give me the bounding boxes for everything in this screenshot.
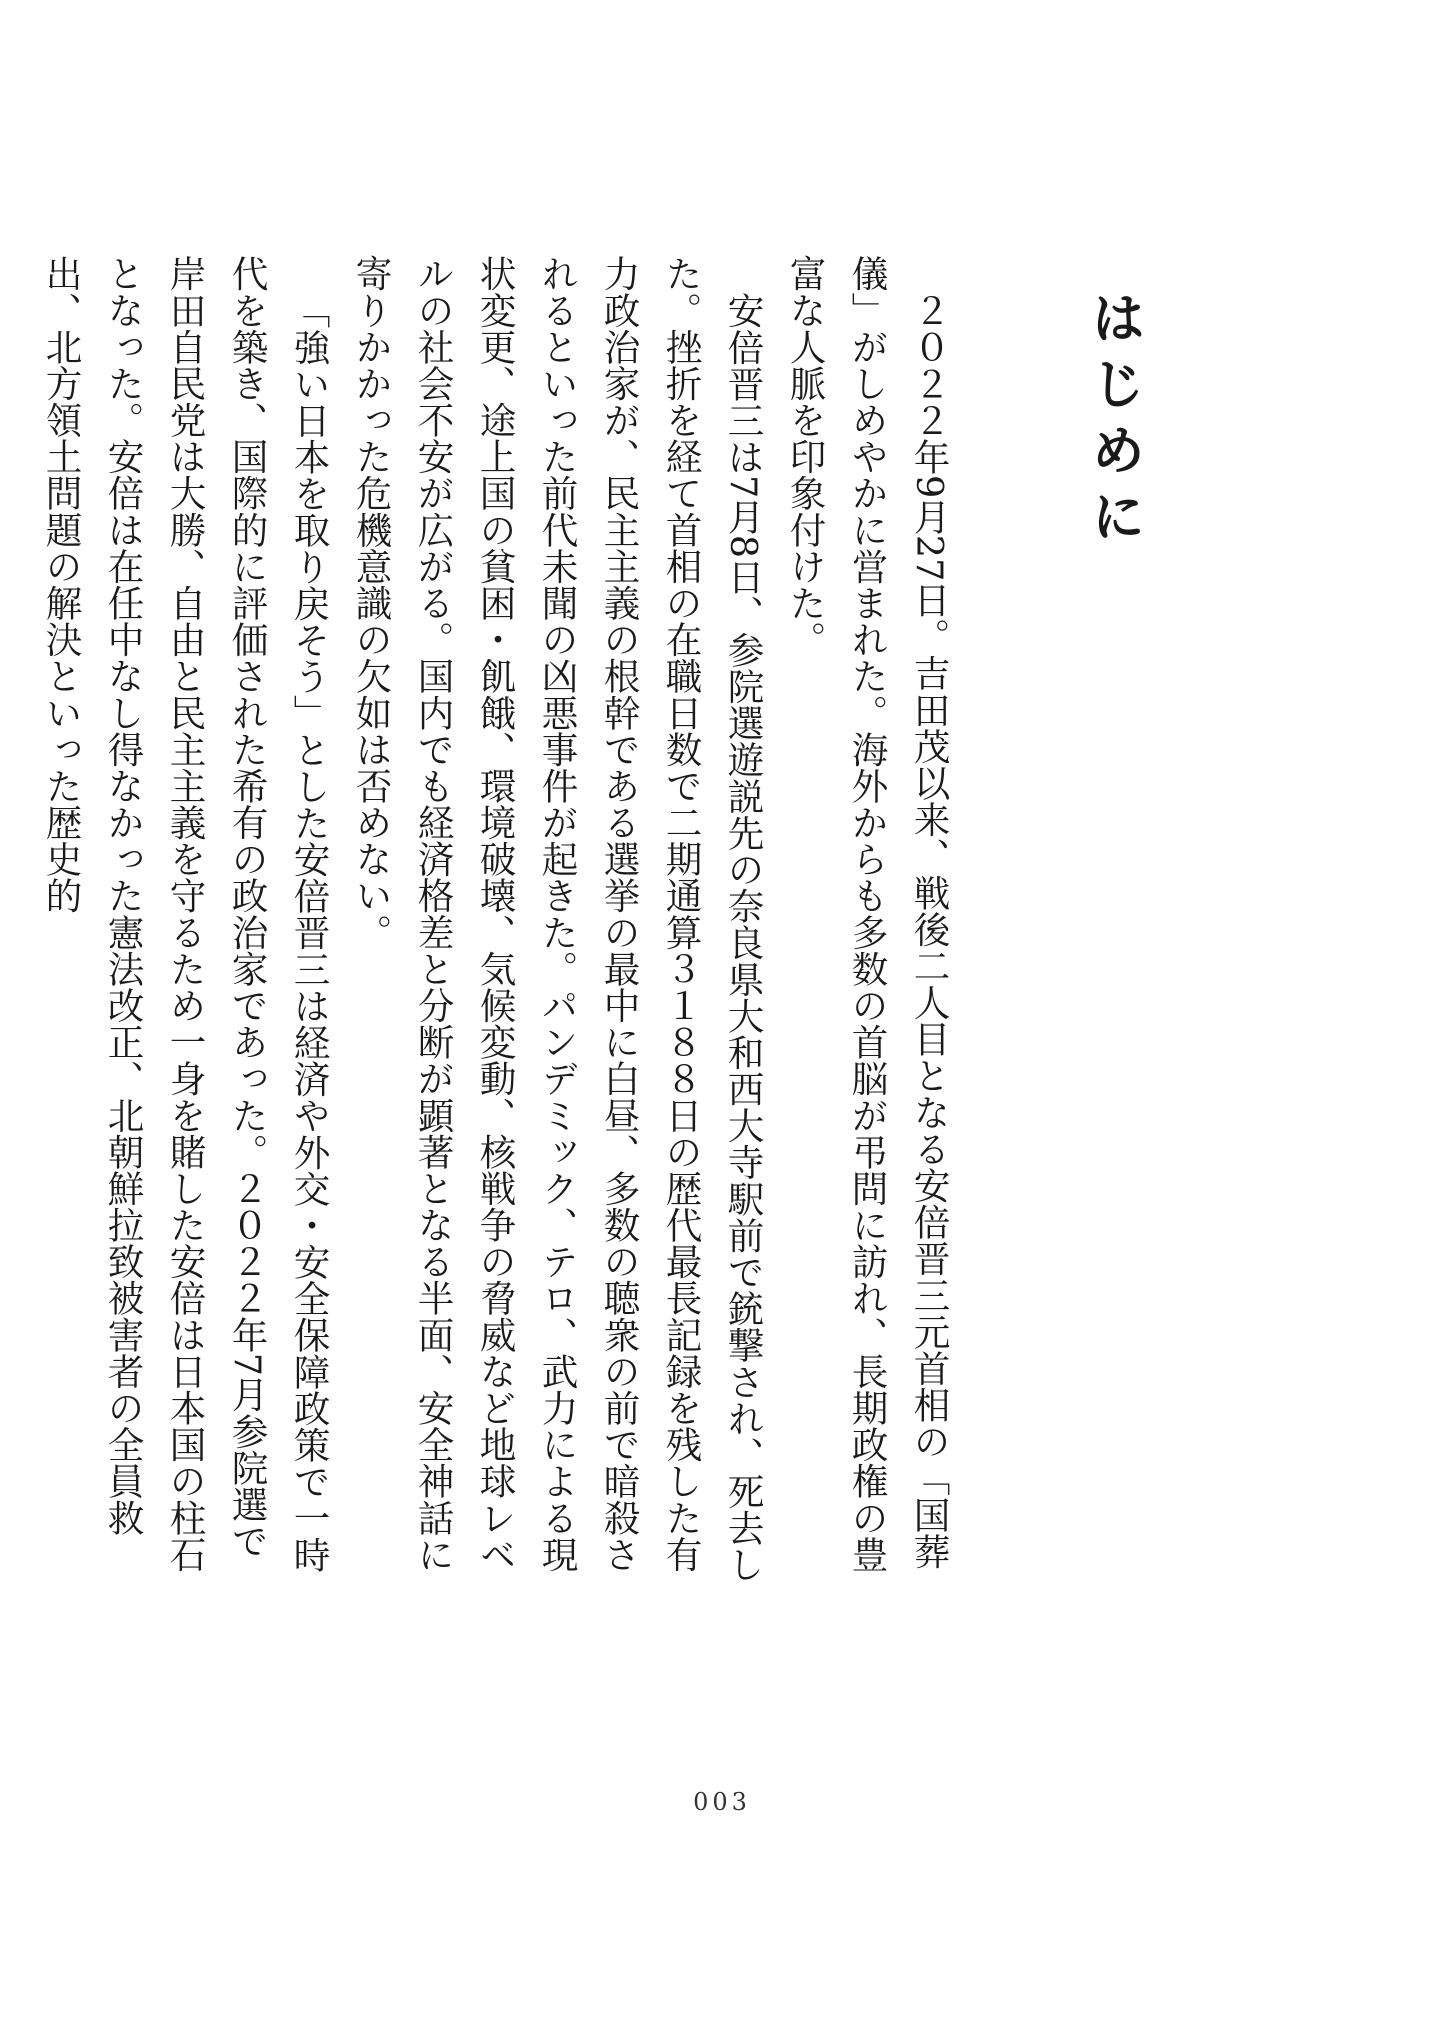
page-number: 003 (693, 1788, 751, 1816)
paragraph: 安倍晋三は7月8日、参院選遊説先の奈良県大和西大寺駅前で銃撃され、死去した。挫折を経て首相の在職日数で二期通算３１８８日の歴代最長記録を残した有力政治家が、民主主義の根幹である選挙の最中に白昼、多数の聴衆の前で暗殺されるといった前代未聞の凶悪事件が起きた。パンデミック、テロ、武力による現状変更、途上国の貧困・飢餓、環境破壊、気候変動、核戦争の脅威など地球レベルの社会不安が広がる。国内でも経済格差と分断が顕著となる半面、安全神話に寄りかかった危機意識の欠如は否めない。 (350, 255, 765, 1583)
body-text (40, 255, 960, 1585)
chapter-title: はじめに (1083, 290, 1147, 554)
paragraph: ２０２２年9月27日。吉田茂以来、戦後二人目となる安倍晋三元首相の「国葬儀」がしめやかに営まれた。海外からも多数の首脳が弔問に訪れ、長期政権の豊富な人脈を印象付けた。 (784, 255, 951, 1573)
paragraph: 「強い日本を取り戻そう」とした安倍晋三は経済や外交・安全保障政策で一時代を築き、国際的に評価された希有の政治家であった。２０２２年7月参院選で岸田自民党は大勝、自由と民主主義を守るため一身を賭した安倍は日本国の柱石となった。安倍は在任中なし得なかった憲法改正、北朝鮮拉致被害者の全員救出、北方領土問題の解決といった歴史的 (40, 255, 331, 1573)
